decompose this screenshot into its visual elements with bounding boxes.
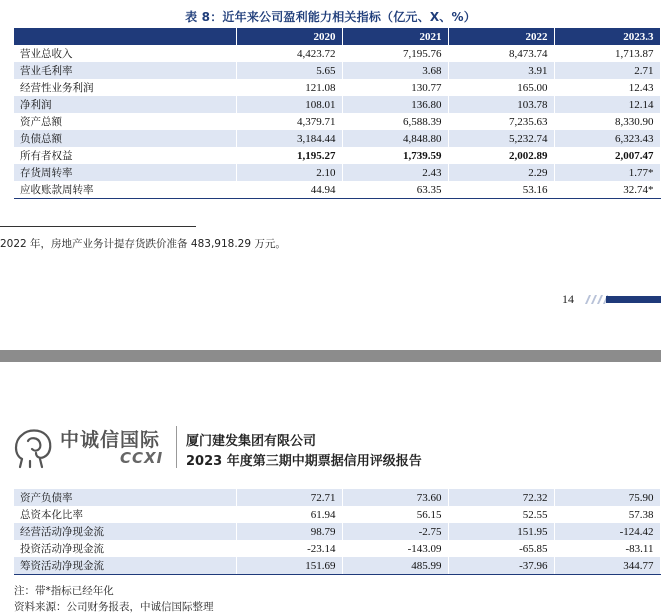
table-cell: 3,184.44 <box>236 130 342 147</box>
row-label: 净利润 <box>14 96 236 113</box>
table-cell: 8,473.74 <box>448 45 554 62</box>
table-cell: 73.60 <box>342 489 448 506</box>
row-label: 投资活动净现金流 <box>14 540 236 557</box>
row-label: 资产总额 <box>14 113 236 130</box>
table-cell: 4,848.80 <box>342 130 448 147</box>
footnote: 2022 年，房地产业务计提存货跌价准备 483,918.29 万元。 <box>0 238 286 250</box>
table-cell: 32.74* <box>554 181 660 199</box>
table-row <box>14 130 660 147</box>
table-cell: -23.14 <box>236 540 342 557</box>
table-row <box>14 523 660 540</box>
row-label: 存货周转率 <box>14 164 236 181</box>
page-bar-decoration <box>606 296 661 303</box>
table-cell: 130.77 <box>342 79 448 96</box>
table-header-row <box>14 28 660 45</box>
table-cell: 1,713.87 <box>554 45 660 62</box>
table-cell: 6,588.39 <box>342 113 448 130</box>
row-label: 营业毛利率 <box>14 62 236 79</box>
table-row <box>14 62 660 79</box>
table-row <box>14 45 660 62</box>
logo-english-text: CCXI <box>120 449 164 467</box>
table-cell: 1,739.59 <box>342 147 448 164</box>
table-cell: 53.16 <box>448 181 554 199</box>
table-cell: 165.00 <box>448 79 554 96</box>
table-cell: -37.96 <box>448 557 554 575</box>
row-label: 筹资活动净现金流 <box>14 557 236 575</box>
table-row <box>14 181 660 199</box>
table-row <box>14 557 660 575</box>
logo-chinese-text: 中诚信国际 <box>60 429 161 451</box>
table-cell: 1.77* <box>554 164 660 181</box>
table-cell: 344.77 <box>554 557 660 575</box>
table-cell: 151.95 <box>448 523 554 540</box>
row-label: 应收账款周转率 <box>14 181 236 199</box>
table-cell: -124.42 <box>554 523 660 540</box>
header-divider <box>176 426 177 468</box>
table-row <box>14 506 660 523</box>
table-cell: -83.11 <box>554 540 660 557</box>
source-note: 资料来源：公司财务报表，中诚信国际整理 <box>14 601 214 613</box>
row-label: 所有者权益 <box>14 147 236 164</box>
table-cell: 98.79 <box>236 523 342 540</box>
row-label: 总资本化比率 <box>14 506 236 523</box>
table-cell: -143.09 <box>342 540 448 557</box>
table-cell: 108.01 <box>236 96 342 113</box>
table-cell: 4,423.72 <box>236 45 342 62</box>
table-row <box>14 147 660 164</box>
row-label: 经营活动净现金流 <box>14 523 236 540</box>
row-label: 资产负债率 <box>14 489 236 506</box>
table-cell: 44.94 <box>236 181 342 199</box>
table-cell: -65.85 <box>448 540 554 557</box>
report-title: 2023 年度第三期中期票据信用评级报告 <box>186 454 422 469</box>
table-cell: 121.08 <box>236 79 342 96</box>
table-cell: 1,195.27 <box>236 147 342 164</box>
table-row <box>14 540 660 557</box>
header-cell-2022: 2022 <box>448 28 554 45</box>
table-cell: 52.55 <box>448 506 554 523</box>
profitability-table <box>14 28 661 199</box>
table-cell: 136.80 <box>342 96 448 113</box>
table-cell: 103.78 <box>448 96 554 113</box>
row-label: 营业总收入 <box>14 45 236 62</box>
table-cell: 72.32 <box>448 489 554 506</box>
table-cell: 2,007.47 <box>554 147 660 164</box>
table-cell: 8,330.90 <box>554 113 660 130</box>
table-cell: 151.69 <box>236 557 342 575</box>
table-cell: 2.71 <box>554 62 660 79</box>
header-cell-2020: 2020 <box>236 28 342 45</box>
row-label: 经营性业务利润 <box>14 79 236 96</box>
table-cell: 3.68 <box>342 62 448 79</box>
table-cell: 2.10 <box>236 164 342 181</box>
table-cell: 72.71 <box>236 489 342 506</box>
table-cell: 12.43 <box>554 79 660 96</box>
table-cell: 485.99 <box>342 557 448 575</box>
table-cell: 3.91 <box>448 62 554 79</box>
table-cell: 2.29 <box>448 164 554 181</box>
page-number: 14 <box>562 292 574 306</box>
table-cell: 7,195.76 <box>342 45 448 62</box>
footnote-divider <box>0 226 196 227</box>
page-stripes-decoration <box>582 295 608 304</box>
header-cell-2021: 2021 <box>342 28 448 45</box>
table-cell: 5.65 <box>236 62 342 79</box>
table-cell: 6,323.43 <box>554 130 660 147</box>
annualized-note: 注：带*指标已经年化 <box>14 585 114 597</box>
page-separator <box>0 350 661 362</box>
table-cell: -2.75 <box>342 523 448 540</box>
solvency-table <box>14 489 661 575</box>
header-cell-2023-3: 2023.3 <box>554 28 660 45</box>
table-cell: 4,379.71 <box>236 113 342 130</box>
table-row <box>14 164 660 181</box>
company-name: 厦门建发集团有限公司 <box>186 434 317 449</box>
table-cell: 63.35 <box>342 181 448 199</box>
table-row <box>14 489 660 506</box>
table-cell: 75.90 <box>554 489 660 506</box>
table-row <box>14 113 660 130</box>
row-label: 负债总额 <box>14 130 236 147</box>
table-cell: 61.94 <box>236 506 342 523</box>
table-cell: 5,232.74 <box>448 130 554 147</box>
table-cell: 2,002.89 <box>448 147 554 164</box>
table-row <box>14 79 660 96</box>
table-cell: 12.14 <box>554 96 660 113</box>
header-cell-blank <box>14 28 236 45</box>
table-cell: 57.38 <box>554 506 660 523</box>
table-cell: 2.43 <box>342 164 448 181</box>
table-row <box>14 96 660 113</box>
table-cell: 7,235.63 <box>448 113 554 130</box>
table-cell: 56.15 <box>342 506 448 523</box>
table-caption: 表 8：近年来公司盈利能力相关指标（亿元、X、%） <box>185 10 476 24</box>
